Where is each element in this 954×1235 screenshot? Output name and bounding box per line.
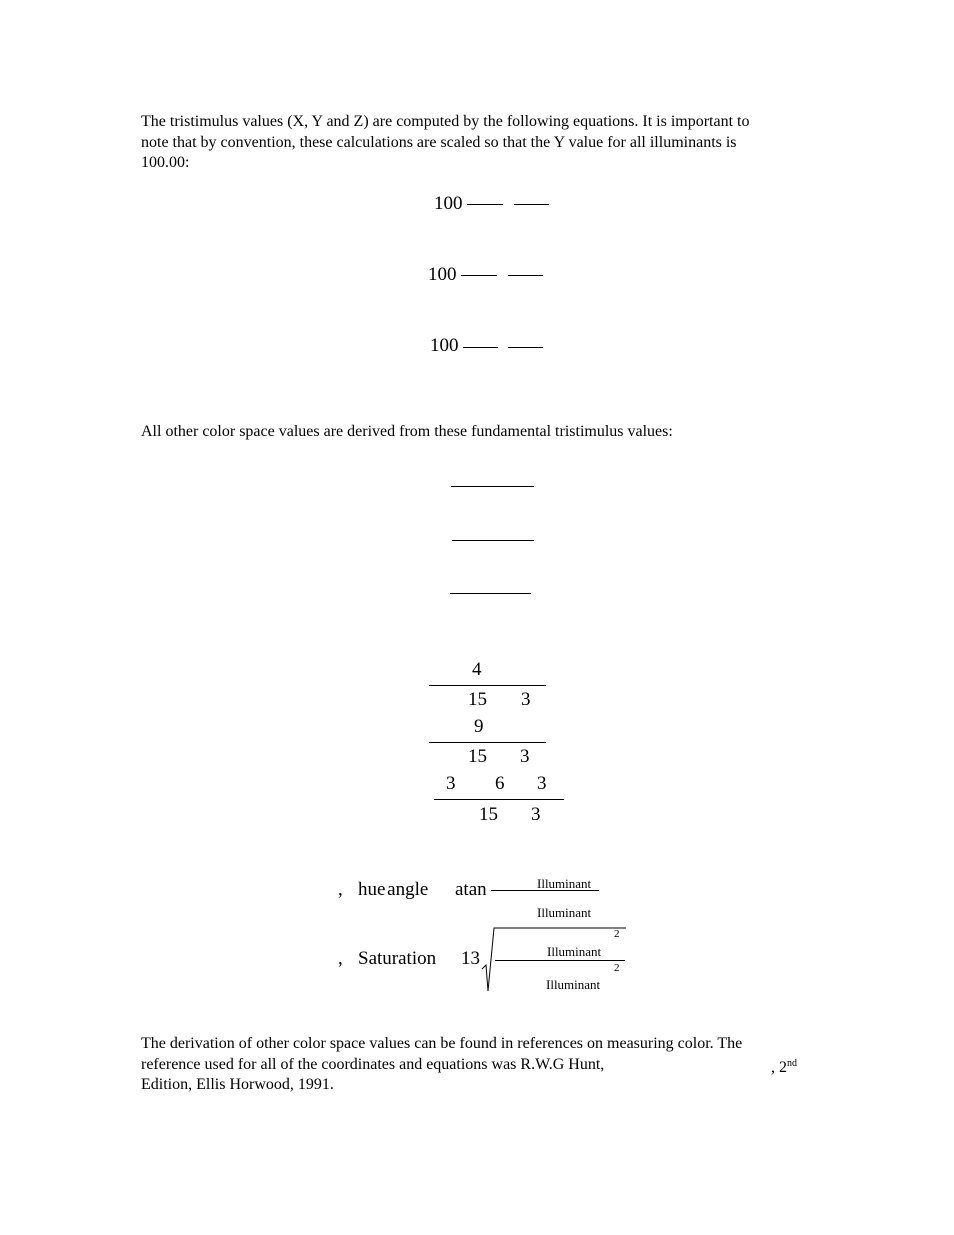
- y-fraction-bar-1: [461, 275, 497, 276]
- y-chromaticity-bar: [452, 540, 534, 541]
- intro-paragraph: [141, 112, 811, 174]
- z-chromaticity-bar: [450, 593, 531, 594]
- w-numerator-c: 3: [537, 773, 547, 794]
- hue-comma: ,: [338, 879, 343, 900]
- reference-edition: [771, 1054, 797, 1079]
- w-numerator-a: 3: [446, 773, 456, 794]
- derived-intro: [141, 422, 811, 443]
- saturation-denominator-exponent: 2: [614, 962, 620, 974]
- z-scale-factor: 100: [430, 335, 459, 356]
- u-denominator-b: 3: [521, 689, 531, 710]
- saturation-fraction-bar: [495, 960, 625, 961]
- u-fraction-bar: [429, 685, 546, 686]
- v-fraction-bar: [429, 742, 546, 743]
- x-scale-factor: 100: [434, 193, 463, 214]
- x-fraction-bar-1: [467, 204, 503, 205]
- y-scale-factor: 100: [428, 264, 457, 285]
- hue-angle-label: hue angle: [358, 879, 429, 900]
- reference-line-2: [141, 1055, 811, 1076]
- v-numerator: 9: [474, 716, 484, 737]
- w-denominator-b: 3: [531, 804, 541, 825]
- w-fraction-bar: [434, 799, 564, 800]
- z-fraction-bar-1: [463, 347, 498, 348]
- v-denominator-b: 3: [520, 746, 530, 767]
- x-fraction-bar-2: [514, 204, 549, 205]
- x-chromaticity-bar: [451, 486, 534, 487]
- saturation-comma: ,: [338, 948, 343, 969]
- u-denominator-a: 15: [468, 689, 487, 710]
- saturation-label: Saturation: [358, 948, 437, 969]
- reference-line-2-text: reference used for all of the coordinates and equations was R.W.G Hunt,: [141, 1055, 605, 1073]
- reference-paragraph: [141, 1034, 811, 1096]
- hue-atan: atan: [455, 879, 487, 900]
- w-numerator-b: 6: [495, 773, 505, 794]
- hue-numerator-illuminant: Illuminant: [537, 876, 592, 891]
- y-fraction-bar-2: [508, 275, 543, 276]
- derived-intro-text: All other color space values are derived from these fundamental tristimulus values:: [141, 423, 673, 440]
- reference-line-1: The derivation of other color space values can be found in references on measuring color. The: [141, 1035, 743, 1052]
- intro-line-2: note that by convention, these calculations are scaled so that the Y value for all illuminants is: [141, 133, 737, 151]
- saturation-coefficient: 13: [461, 948, 480, 969]
- intro-line-3: 100.00:: [141, 154, 190, 171]
- saturation-numerator-exponent: 2: [614, 928, 620, 940]
- intro-line-1: The tristimulus values (X, Y and Z) are computed by the following equations. It is important to: [141, 113, 750, 130]
- u-numerator: 4: [472, 659, 482, 680]
- v-denominator-a: 15: [468, 746, 487, 767]
- saturation-denominator-illuminant: Illuminant: [546, 977, 601, 992]
- reference-line-3: Edition, Ellis Horwood, 1991.: [141, 1076, 334, 1093]
- reference-edition-prefix: , 2: [771, 1059, 787, 1076]
- w-denominator-a: 15: [479, 804, 498, 825]
- hue-denominator-illuminant: Illuminant: [537, 905, 592, 920]
- saturation-numerator-illuminant: Illuminant: [547, 944, 602, 959]
- z-fraction-bar-2: [508, 347, 543, 348]
- reference-edition-sup: nd: [787, 1058, 797, 1069]
